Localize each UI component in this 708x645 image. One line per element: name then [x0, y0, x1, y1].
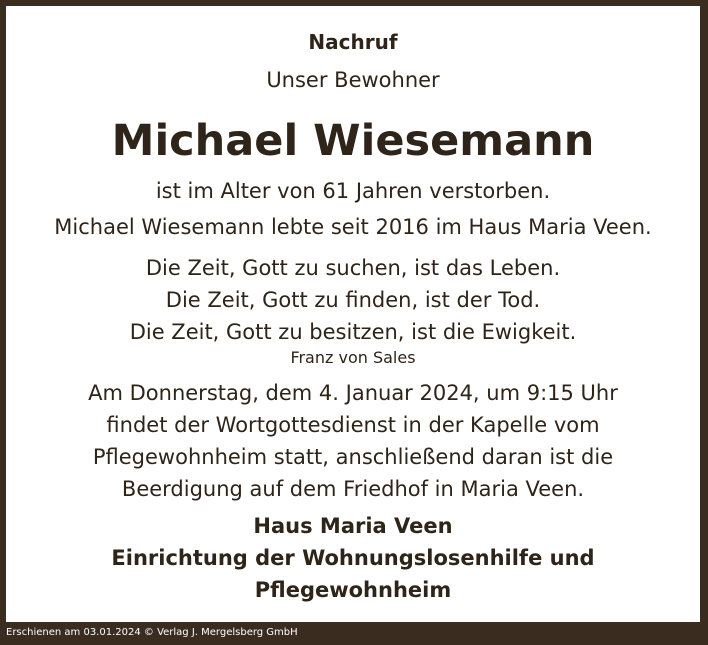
quote-line: Die Zeit, Gott zu finden, ist der Tod.	[165, 288, 541, 312]
deceased-name: Michael Wiesemann	[111, 116, 595, 166]
quote-line: Die Zeit, Gott zu suchen, ist das Leben.	[145, 256, 561, 280]
service-line: Beerdigung auf dem Friedhof in Maria Veen.	[121, 477, 585, 501]
signature-line: Haus Maria Veen	[253, 514, 453, 538]
publication-footer: Erschienen am 03.01.2024 © Verlag J. Mergelsberg GmbH	[6, 627, 298, 638]
service-line: findet der Wortgottesdienst in der Kapelle vom	[106, 413, 600, 437]
signature-line: Einrichtung der Wohnungslosenhilfe und	[111, 546, 595, 570]
age-line: ist im Alter von 61 Jahren verstorben.	[155, 179, 551, 203]
quote-line: Die Zeit, Gott zu besitzen, ist die Ewigkeit.	[129, 320, 577, 344]
residence-line: Michael Wiesemann lebte seit 2016 im Haus Maria Veen.	[54, 215, 652, 239]
service-line: Am Donnerstag, dem 4. Januar 2024, um 9:15 Uhr	[88, 381, 618, 405]
obituary-notice	[6, 6, 700, 622]
notice-subheading: Unser Bewohner	[266, 68, 440, 92]
quote-author: Franz von Sales	[290, 348, 416, 367]
service-line: Pflegewohnheim statt, anschließend daran ist die	[92, 445, 614, 469]
notice-heading: Nachruf	[308, 30, 398, 54]
signature-line: Pflegewohnheim	[254, 578, 452, 602]
